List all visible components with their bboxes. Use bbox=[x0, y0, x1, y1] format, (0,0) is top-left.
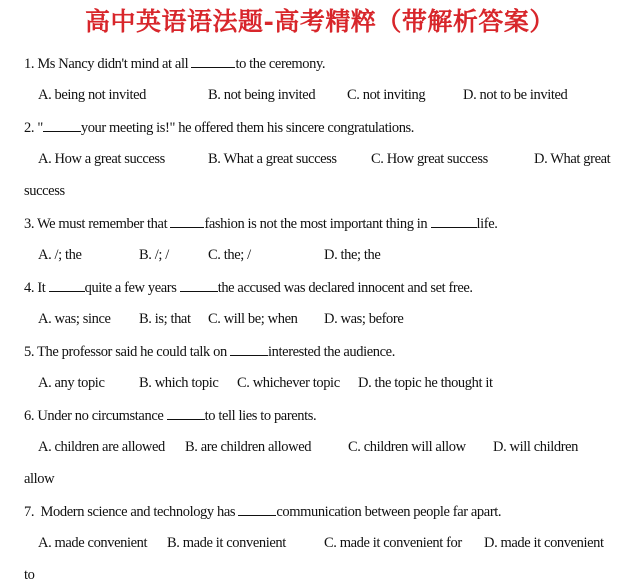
question-6-options-wrap: allow bbox=[24, 471, 55, 487]
question-text: We must remember that bbox=[37, 216, 168, 232]
answer-blank bbox=[167, 406, 205, 420]
question-4-stem bbox=[24, 278, 473, 297]
option-c: C. not inviting bbox=[347, 87, 426, 103]
question-2-options-wrap: success bbox=[24, 183, 65, 199]
option-d: D. the; the bbox=[324, 247, 381, 263]
question-1-stem bbox=[24, 54, 325, 73]
option-d: D. was; before bbox=[324, 311, 404, 327]
option-c: C. made it convenient for bbox=[324, 535, 462, 551]
option-c: C. the; / bbox=[208, 247, 251, 263]
answer-blank bbox=[43, 118, 81, 132]
option-d: D. What great bbox=[534, 151, 611, 167]
question-7-stem bbox=[24, 502, 501, 521]
question-number: 6. bbox=[24, 408, 35, 424]
question-text: life. bbox=[476, 216, 498, 232]
question-3-stem bbox=[24, 214, 497, 233]
question-text: Modern science and technology has bbox=[40, 504, 236, 520]
answer-blank bbox=[180, 278, 218, 292]
option-d: D. the topic he thought it bbox=[358, 375, 493, 391]
option-d: D. made it convenient bbox=[484, 535, 604, 551]
option-c: C. How great success bbox=[371, 151, 488, 167]
question-text: the accused was declared innocent and set free. bbox=[217, 280, 473, 296]
question-text: quite a few years bbox=[84, 280, 177, 296]
question-text: It bbox=[37, 280, 46, 296]
option-b: B. are children allowed bbox=[185, 439, 312, 455]
question-number: 2. bbox=[24, 120, 35, 136]
option-c: C. will be; when bbox=[208, 311, 298, 327]
option-d: D. not to be invited bbox=[463, 87, 568, 103]
question-text: to the ceremony. bbox=[235, 56, 326, 72]
option-a: A. children are allowed bbox=[38, 439, 165, 455]
question-text: fashion is not the most important thing in bbox=[204, 216, 428, 232]
question-number: 1. bbox=[24, 56, 35, 72]
question-6-stem bbox=[24, 406, 316, 425]
question-number: 5. bbox=[24, 344, 35, 360]
option-b: B. made it convenient bbox=[167, 535, 286, 551]
question-text: communication between people far apart. bbox=[276, 504, 502, 520]
page-title: 高中英语语法题-高考精粹（带解析答案） bbox=[85, 7, 555, 36]
question-text: interested the audience. bbox=[268, 344, 395, 360]
option-a: A. made convenient bbox=[38, 535, 148, 551]
question-text: The professor said he could talk on bbox=[37, 344, 227, 360]
option-a: A. being not invited bbox=[38, 87, 146, 103]
question-number: 7. bbox=[24, 504, 35, 520]
question-5-stem bbox=[24, 342, 395, 361]
answer-blank bbox=[170, 214, 204, 228]
answer-blank bbox=[191, 54, 235, 68]
question-text: Under no circumstance bbox=[37, 408, 164, 424]
option-d: D. will children bbox=[493, 439, 579, 455]
option-c: C. children will allow bbox=[348, 439, 466, 455]
option-b: B. not being invited bbox=[208, 87, 316, 103]
question-number: 4. bbox=[24, 280, 35, 296]
option-b: B. /; / bbox=[139, 247, 169, 263]
answer-blank bbox=[238, 502, 276, 516]
question-7-options-wrap: to bbox=[24, 567, 35, 583]
option-b: B. is; that bbox=[139, 311, 191, 327]
option-a: A. How a great success bbox=[38, 151, 165, 167]
question-text: Ms Nancy didn't mind at all bbox=[37, 56, 189, 72]
option-a: A. any topic bbox=[38, 375, 105, 391]
question-text: your meeting is!" he offered them his sincere congratulations. bbox=[80, 120, 415, 136]
question-2-stem bbox=[24, 118, 414, 137]
answer-blank bbox=[49, 278, 85, 292]
option-a: A. /; the bbox=[38, 247, 82, 263]
question-text: to tell lies to parents. bbox=[204, 408, 317, 424]
question-text: " bbox=[37, 120, 43, 136]
option-c: C. whichever topic bbox=[237, 375, 340, 391]
answer-blank bbox=[230, 342, 268, 356]
option-b: B. What a great success bbox=[208, 151, 337, 167]
answer-blank bbox=[431, 214, 477, 228]
option-b: B. which topic bbox=[139, 375, 219, 391]
option-a: A. was; since bbox=[38, 311, 111, 327]
question-number: 3. bbox=[24, 216, 35, 232]
